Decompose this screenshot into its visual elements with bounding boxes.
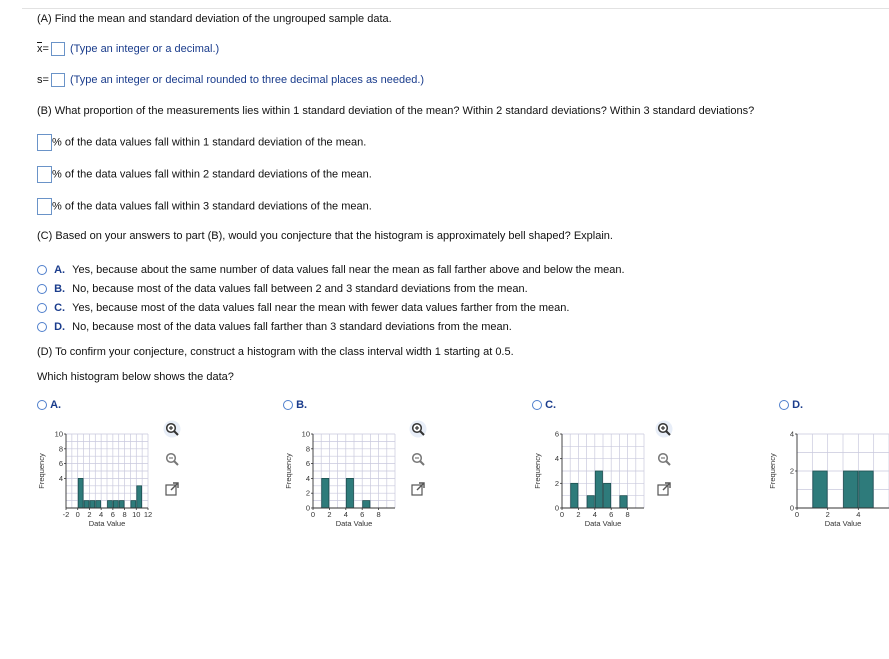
x-tick-label: 6 [360,510,365,519]
y-tick-label: 6 [554,429,559,439]
part-d-prompt: (D) To confirm your conjecture, construct a histogram with the class interval width 1 starting at 0.5. [37,346,514,358]
hist-d-label: D. [792,399,804,411]
option-c-letter: C. [54,302,66,314]
x-tick-label: 2 [825,510,830,519]
y-tick-label: 4 [554,454,559,464]
sd-row [37,73,424,87]
mean-equals: = [42,42,49,55]
zoom-out-icon-graphic [409,450,427,468]
y-tick-label: 4 [789,429,794,439]
within-1sd-input[interactable] [37,134,52,151]
x-axis-label: Data Value [584,519,622,528]
within-2sd-row [37,166,372,183]
x-axis-label: Data Value [88,519,126,528]
y-tick-label: 10 [54,429,63,439]
histogram-bar [363,501,370,508]
histogram-bar [346,478,353,508]
y-axis-label: Frequency [533,453,542,489]
zoom-in-icon[interactable] [409,420,427,438]
mean-hint: (Type an integer or a decimal.) [70,42,220,55]
y-tick-label: 8 [58,444,63,454]
hist-option-d[interactable] [779,399,803,411]
y-tick-label: 4 [305,473,310,483]
option-b-text: No, because most of the data values fall between 2 and 3 standard deviations from the mean. [72,283,528,295]
y-tick-label: 2 [789,466,794,476]
part-d-question: Which histogram below shows the data? [37,371,234,383]
hist-c-radio[interactable] [532,400,542,410]
option-b-letter: B. [54,283,66,295]
y-tick-label: 6 [58,459,63,469]
x-tick-label: 6 [110,510,115,519]
zoom-out-icon[interactable] [655,450,673,468]
mean-row [37,42,219,56]
x-tick-label: 2 [87,510,92,519]
within-3sd-row [37,198,372,215]
zoom-in-icon[interactable] [163,420,181,438]
hist-option-c[interactable] [532,399,556,411]
option-d-letter: D. [54,321,66,333]
x-tick-label: 0 [559,510,565,519]
popout-arrow [663,483,670,490]
zoom-handle [666,461,670,465]
part-c-prompt: (C) Based on your answers to part (B), would you conjecture that the histogram is approximately bell shaped? Explain. [37,230,613,242]
within-2sd-text: % of the data values fall within 2 standard deviations of the mean. [52,168,372,181]
x-tick-label: -2 [62,510,70,519]
zoom-in-icon-graphic [655,420,673,438]
zoom-out-icon[interactable] [409,450,427,468]
x-tick-label: 10 [132,510,141,519]
option-c-d[interactable] [37,321,512,333]
x-tick-label: 2 [576,510,581,519]
y-tick-label: 0 [789,503,794,513]
x-tick-label: 8 [122,510,127,519]
part-b-prompt: (B) What proportion of the measurements lies within 1 standard deviation of the mean? Within 2 standard deviations? Within 3 standard deviations? [37,105,755,117]
option-a-radio[interactable] [37,265,47,275]
histogram-bar [813,471,827,508]
x-tick-label: 6 [609,510,614,519]
option-c-b[interactable] [37,283,528,295]
y-axis-label: Frequency [37,453,46,489]
histogram-bar [108,501,113,508]
popout-arrow [171,483,178,490]
y-tick-label: 4 [58,473,63,483]
histogram-bar [604,483,611,508]
option-c-c[interactable] [37,302,569,314]
histogram-bar [571,483,578,508]
histogram-bar [90,501,95,508]
histogram-bar [84,501,89,508]
histogram-bar [844,471,858,508]
within-3sd-text: % of the data values fall within 3 standard deviations of the mean. [52,200,372,213]
x-tick-label: 2 [327,510,332,519]
top-divider [22,8,889,9]
mean-symbol: x [37,42,43,55]
y-axis-label: Frequency [768,453,777,489]
x-tick-label: 0 [310,510,316,519]
y-axis-label: Frequency [284,453,293,489]
sd-symbol: s [37,73,43,86]
popout-icon-graphic [163,480,181,498]
histogram-d [768,422,889,532]
within-1sd-text: % of the data values fall within 1 standard deviation of the mean. [52,136,367,149]
x-axis-label: Data Value [335,519,373,528]
within-1sd-row [37,134,366,151]
option-a-letter: A. [54,264,66,276]
zoom-out-icon-graphic [163,450,181,468]
hist-option-a[interactable] [37,399,61,411]
option-b-radio[interactable] [37,284,47,294]
hist-a-radio[interactable] [37,400,47,410]
histogram-bar [96,501,101,508]
y-tick-label: 10 [301,429,310,439]
y-tick-label: 0 [554,503,559,513]
popout-icon[interactable] [409,480,427,498]
option-d-radio[interactable] [37,322,47,332]
option-c-a[interactable] [37,264,625,276]
popout-icon-graphic [409,480,427,498]
sd-hint: (Type an integer or decimal rounded to three decimal places as needed.) [70,73,425,86]
hist-b-label: B. [296,399,308,411]
x-tick-label: 4 [343,510,348,519]
zoom-handle [420,461,424,465]
histogram-bar [131,501,136,508]
y-tick-label: 6 [305,459,310,469]
popout-icon[interactable] [655,480,673,498]
hist-c-label: C. [545,399,557,411]
histogram-bar [859,471,873,508]
sd-input[interactable] [51,73,65,87]
zoom-handle [174,461,178,465]
x-tick-label: 8 [625,510,630,519]
y-tick-label: 2 [554,478,559,488]
histogram-bar [78,478,83,508]
popout-arrow [417,483,424,490]
x-tick-label: 4 [99,510,104,519]
x-tick-label: 0 [794,510,800,519]
option-c-text: Yes, because most of the data values fall near the mean with fewer data values farther from the mean. [72,302,570,314]
y-tick-label: 8 [305,444,310,454]
x-axis-label: Data Value [824,519,862,528]
sd-equals: = [42,73,49,86]
popout-icon[interactable] [163,480,181,498]
within-3sd-input[interactable] [37,198,52,215]
histogram-bar [595,471,602,508]
hist-c-tools [655,420,673,510]
zoom-out-icon-graphic [655,450,673,468]
option-d-text: No, because most of the data values fall farther than 3 standard deviations from the mean. [72,321,512,333]
hist-a-tools [163,420,181,510]
x-tick-label: 8 [376,510,381,519]
y-tick-label: 0 [305,503,310,513]
part-a-prompt: (A) Find the mean and standard deviation of the ungrouped sample data. [37,13,392,25]
y-tick-label: 2 [305,488,310,498]
histogram-b [277,422,407,532]
histogram-bar [322,478,329,508]
mean-input[interactable] [51,42,65,56]
popout-icon-graphic [655,480,673,498]
zoom-in-icon[interactable] [655,420,673,438]
histogram-bar [113,501,118,508]
x-tick-label: 4 [856,510,861,519]
zoom-in-icon-graphic [409,420,427,438]
histogram-bar [620,496,627,508]
x-tick-label: 0 [75,510,80,519]
hist-d-radio[interactable] [779,400,789,410]
hist-b-radio[interactable] [283,400,293,410]
hist-b-tools [409,420,427,510]
hist-option-b[interactable] [283,399,307,411]
option-a-text: Yes, because about the same number of data values fall near the mean as fall farther above and below the mean. [72,264,625,276]
within-2sd-input[interactable] [37,166,52,183]
zoom-out-icon[interactable] [163,450,181,468]
x-tick-label: 12 [143,510,153,519]
histogram-a [30,422,160,532]
option-c-radio[interactable] [37,303,47,313]
x-tick-label: 4 [592,510,597,519]
histogram-bar [119,501,124,508]
histogram-bar [137,486,142,508]
histogram-bar [587,496,594,508]
hist-a-label: A. [50,399,62,411]
histogram-c [526,422,656,532]
zoom-in-icon-graphic [163,420,181,438]
